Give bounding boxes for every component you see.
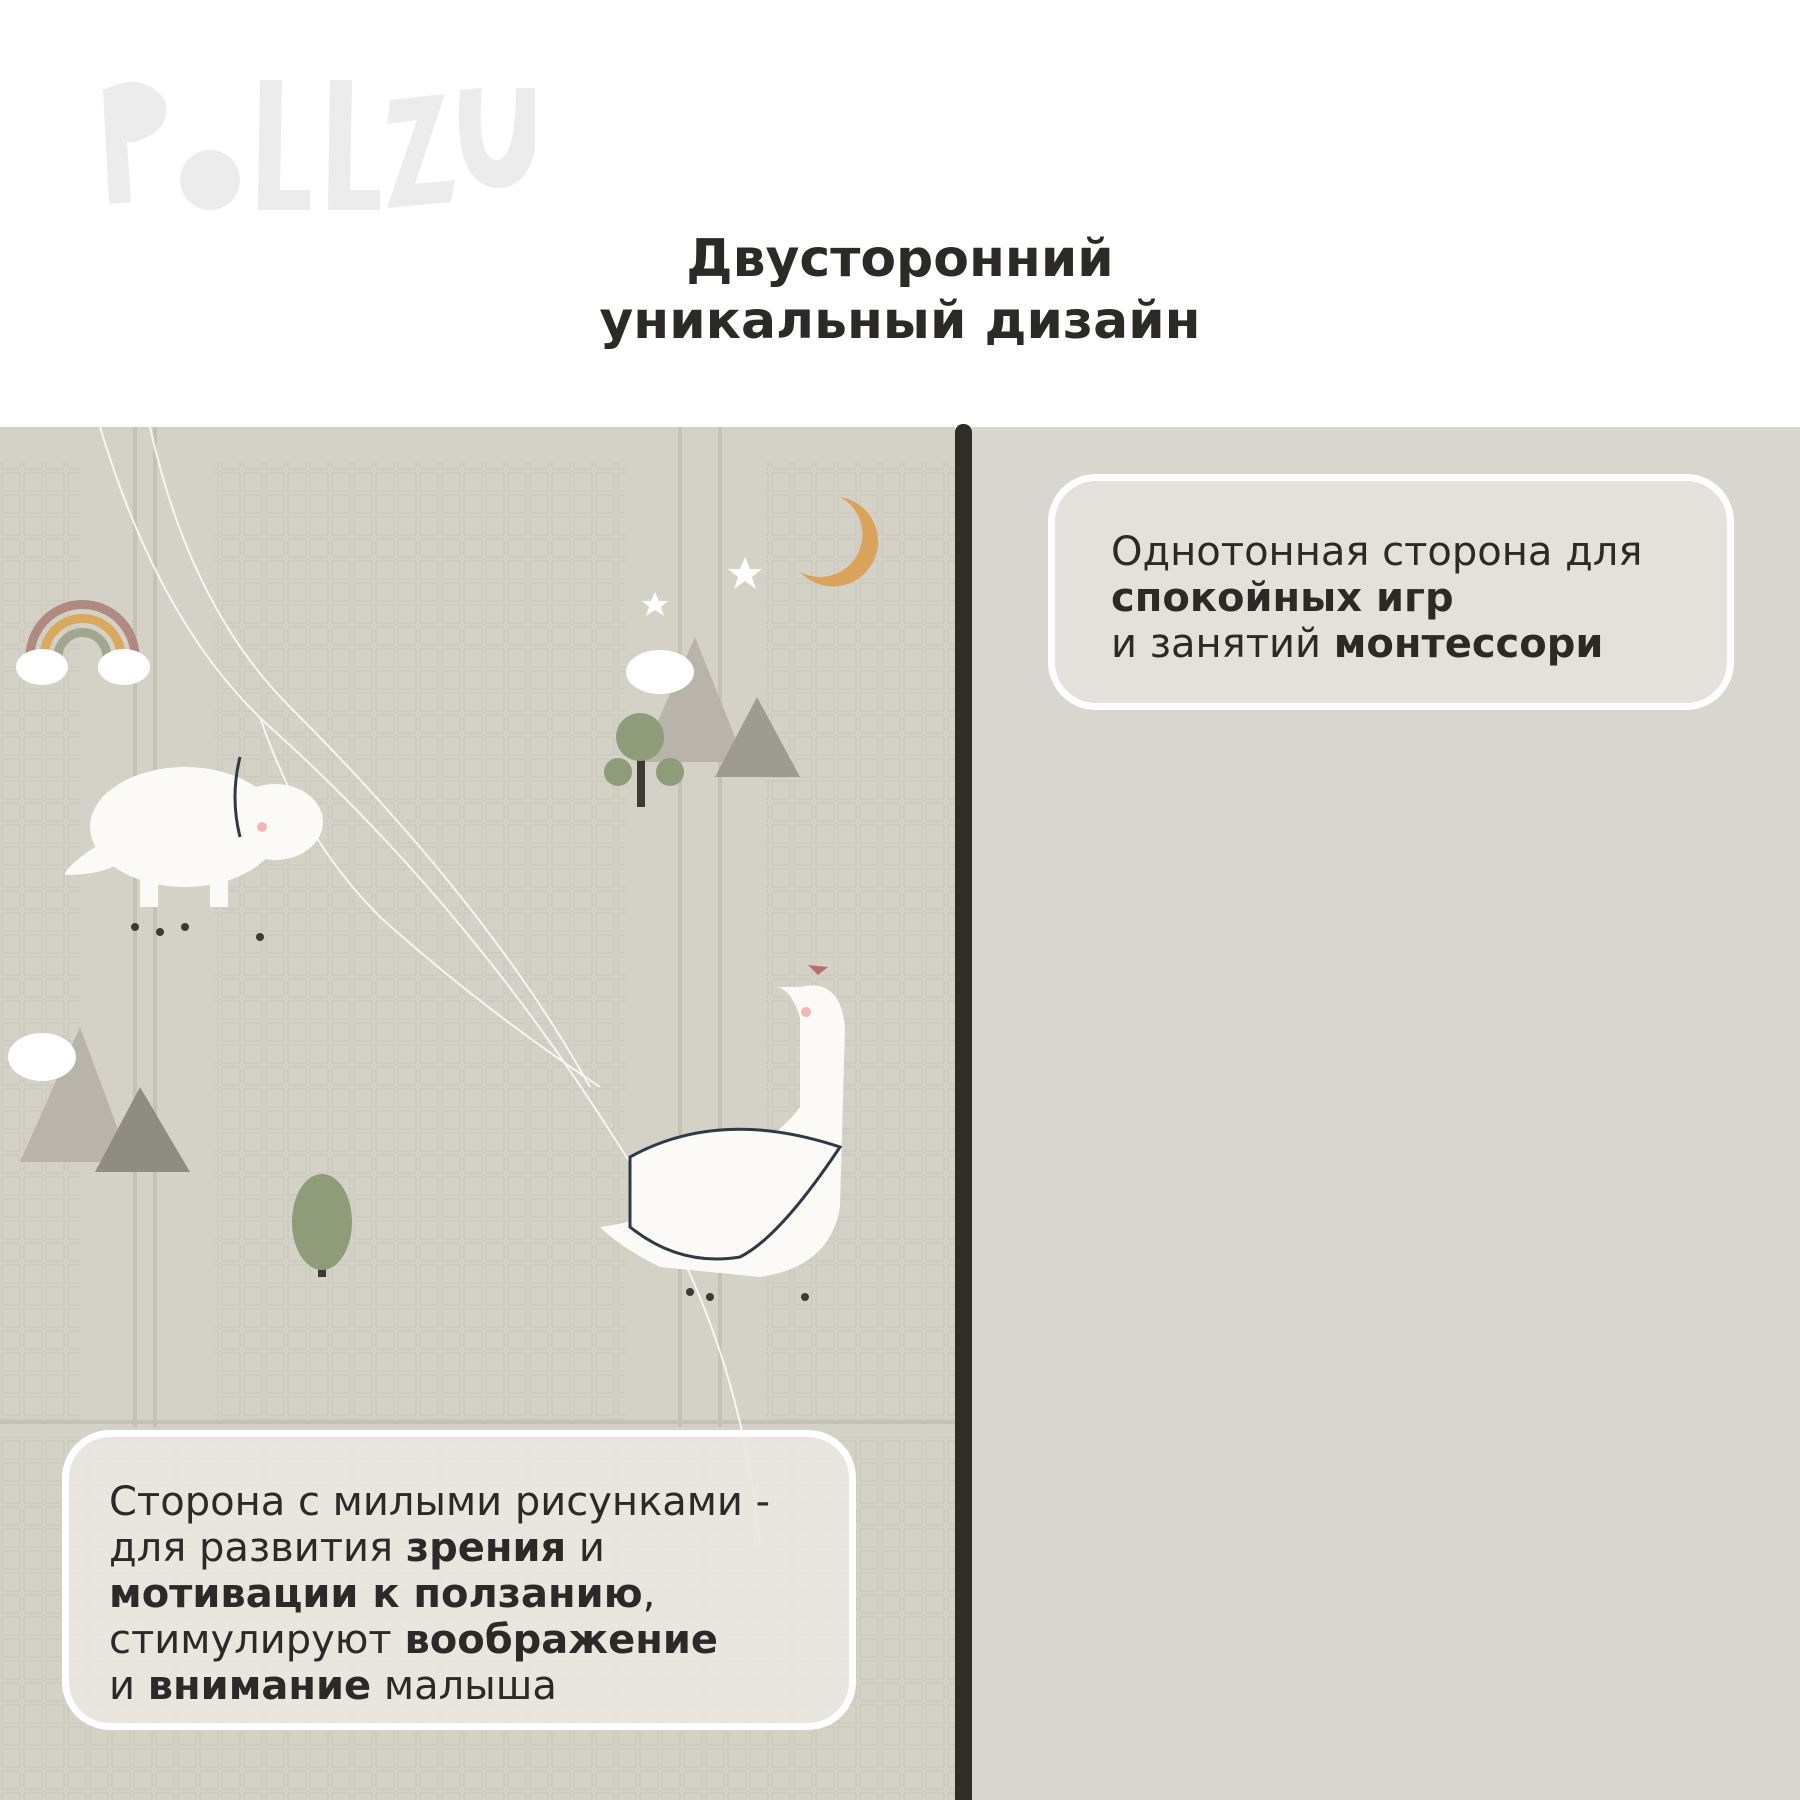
plain-caption-line-2 xyxy=(1111,575,1667,621)
pattern-caption-line-4 xyxy=(109,1617,809,1663)
page-title xyxy=(0,228,1800,352)
pattern-caption-text: стимулируют xyxy=(109,1617,405,1663)
pattern-caption-text: малыша xyxy=(371,1663,557,1709)
patterned-side-caption-card xyxy=(62,1430,856,1730)
plain-caption-bold-calm-games: спокойных игр xyxy=(1111,575,1454,621)
plain-caption-line-1: Однотонная сторона для xyxy=(1111,529,1643,575)
center-divider xyxy=(955,424,972,1800)
pattern-caption-text: и xyxy=(566,1525,605,1571)
pattern-caption-bold-attention: внимание xyxy=(147,1663,372,1709)
pollzu-logo xyxy=(95,70,535,220)
pattern-caption-line-5 xyxy=(109,1663,809,1709)
pattern-caption-text: , xyxy=(642,1571,656,1617)
pattern-caption-bold-crawling: мотивации к ползанию xyxy=(109,1571,643,1617)
plain-side-caption-card xyxy=(1048,474,1734,710)
title-line-1: Двусторонний xyxy=(686,229,1114,289)
title-line-2: уникальный дизайн xyxy=(599,291,1201,351)
plain-caption-bold-montessori: монтессори xyxy=(1333,621,1604,667)
pattern-caption-text: и xyxy=(109,1663,148,1709)
plain-caption-line-3 xyxy=(1111,621,1667,667)
pattern-caption-line-1: Сторона с милыми рисунками - xyxy=(109,1479,771,1525)
pattern-caption-bold-imagination: воображение xyxy=(404,1617,719,1663)
dinosaur-long-neck-illustration xyxy=(600,965,845,1277)
pattern-caption-text: для развития xyxy=(109,1525,406,1571)
pattern-caption-line-2 xyxy=(109,1525,809,1571)
pattern-caption-bold-vision: зрения xyxy=(405,1525,567,1571)
pattern-caption-line-3 xyxy=(109,1571,809,1617)
plain-caption-text: и занятий xyxy=(1111,621,1334,667)
